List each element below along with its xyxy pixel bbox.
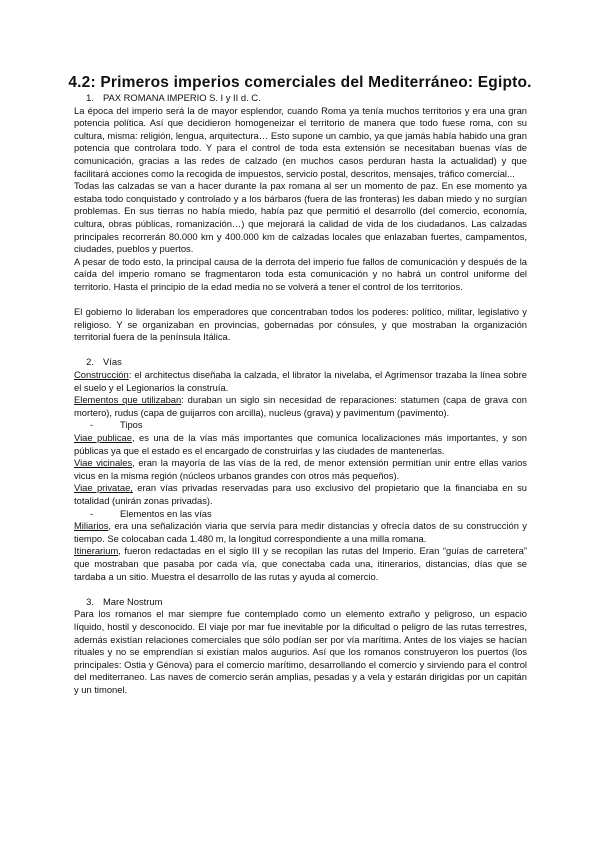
construccion-text: : el architectus diseñaba la calzada, el librator la nivelaba, el Agrimensor trazaba la línea sobre el suelo y el Legionarios la construía. [74,369,527,393]
viae-publicae-text: , es una de la vías más importantes que comunica localizaciones más importantes, y son públicas ya que el estado es el encargado de construirlas y las ciudades de mantenerlas. [74,432,527,456]
spacer [74,294,527,307]
tipos-subheading [74,419,527,432]
section-1-paragraph-1: La época del imperio será la de mayor esplendor, cuando Roma ya tenía muchos territorios y era una gran potencia política. Así que decidieron homogeneizar el territorio de manera que todo fuese roma, con su cultura, misma: religión, lengua, arquitectura… Esto supone un cambio, ya que jamás había habido una gran potencia que controlara todo. Y para el control de toda esta extensión se necesitaban buenas vías de comunicación, gracias a las redes de calzado (en muchos casos perduran hasta la actualidad) y que facilitará acciones como la recogida de impuestos, servicio postal, descritos, mensajes, tráfico comercial... [74,104,527,179]
miliarios-term: Miliarios [74,520,109,532]
elementos-term: Elementos que utilizaban [74,394,182,406]
elementos-vias-title: Elementos en las vías [120,507,212,519]
viae-vicinales-paragraph [74,457,527,482]
spacer [74,344,527,357]
viae-privatae-term: Viae privatae, [74,482,133,494]
construccion-term: Construcción [74,369,129,381]
viae-vicinales-term: Viae vicinales [74,457,133,469]
section-1-title: PAX ROMANA IMPERIO S. I y II d. C. [103,92,261,103]
viae-vicinales-text: , eran la mayoría de las vías de la red, de menor extensión permitían unir entre ellas varios vicus en la misma región (núcleos urbanos grandes con otros más pequeños). [74,457,527,481]
section-2-title: Vías [103,356,122,368]
section-1-heading [74,92,527,105]
itinerarium-term: Itinerarium [74,545,119,557]
elementos-vias-subheading [74,508,527,521]
viae-privatae-text: eran vías privadas reservadas para uso exclusivo del propietario que la financiaba en su totalidad (unirán zonas privadas). [74,482,527,506]
section-3-paragraph-1: Para los romanos el mar siempre fue contemplado como un elemento extraño y peligroso, un espacio líquido, hostil y desconocido. El viaje por mar fue inevitable por la dificultad o peligro de las rutas terrestres, además existían relaciones comerciales que sólo podían ser por vía marítima. Antes de los viajes se hacían rituales y no se emprendían si existían malos augurios. Así que los romanos construyeron los puertos (los principales: Ostia y Génova) para el comercio marítimo, desarrollando el comercio y sirviendo para el control del mediterraneo. Las naves de comercio serán amplias, pesadas y a vela y estarán dirigidas por un capitán y un timonel. [74,608,527,695]
viae-publicae-paragraph [74,432,527,457]
dash-bullet: - [90,507,94,519]
section-3-heading [74,596,527,609]
section-1-paragraph-2: Todas las calzadas se van a hacer durante la pax romana al ser un momento de paz. En ese momento ya estaba todo conquistado y controlado y a los bárbaros (fuera de las fronteras) les daban miedo y no surgían problemas. En sus tierras no había miedo, había paz que permitió el desarrollo (del comercio, economía, cultura, obras públicas, romanización…) que mejorará la calidad de vida de los ciudadanos. Las calzadas principales recorrerán 80.000 km y 400.000 km de calzadas locales que enlazaban fuertes, campamentos, ciudades, pueblos y puertos. [74,180,527,255]
miliarios-paragraph [74,520,527,545]
dash-bullet: - [90,419,94,431]
section-2-heading [74,356,527,369]
viae-publicae-term: Viae publicae [74,432,132,444]
elementos-text: : duraban un siglo sin necesidad de reparaciones: statumen (capa de grava con mortero), rudus (capa de guijarros con arcilla), nucleus (grava) y pavimentum (pavimento). [74,394,527,418]
itinerarium-text: , fueron redactadas en el siglo III y se recopilan las rutas del Imperio. Eran “guías de carretera” que mostraban que pasaba por cada vía, que conectaba cada una, itinerarios, distancias, días que se tardaba a un sitio. Muestra el desarrollo de las rutas y ayuda al comercio. [74,545,527,582]
section-1-paragraph-3: A pesar de todo esto, la principal causa de la derrota del imperio fue fallos de comunicación y después de la caída del imperio romano se fragmentaron toda esta comunicación y no habrá un control uniforme del territorio. Hasta el principio de la edad media no se volverá a tener el control de los territorios. [74,255,527,292]
section-3-title: Mare Nostrum [103,595,163,607]
itinerarium-paragraph [74,545,527,583]
miliarios-text: , era una señalización viaria que servía para medir distancias y ofrecía datos de su construcción y tiempo. Se colocaban cada 1.480 m, la longitud correspondiente a una milla romana. [74,520,527,544]
viae-privatae-paragraph [74,482,527,507]
elementos-paragraph [74,394,527,419]
page-title: 4.2: Primeros imperios comerciales del Mediterráneo: Egipto. [68,74,532,91]
spacer [74,583,527,596]
section-1-paragraph-4: El gobierno lo lideraban los emperadores que concentraban todos los poderes: político, militar, legislativo y religioso. Y se organizaban en provincias, gobernadas por cónsules, y que mostraban la organización territorial fuera de la península Itálica. [74,306,527,343]
document-body [74,92,527,697]
section-2-number: 2. [86,356,94,368]
construccion-paragraph [74,369,527,394]
tipos-title: Tipos [120,419,143,431]
section-3-number: 3. [86,595,94,607]
section-1-number: 1. [86,92,94,103]
